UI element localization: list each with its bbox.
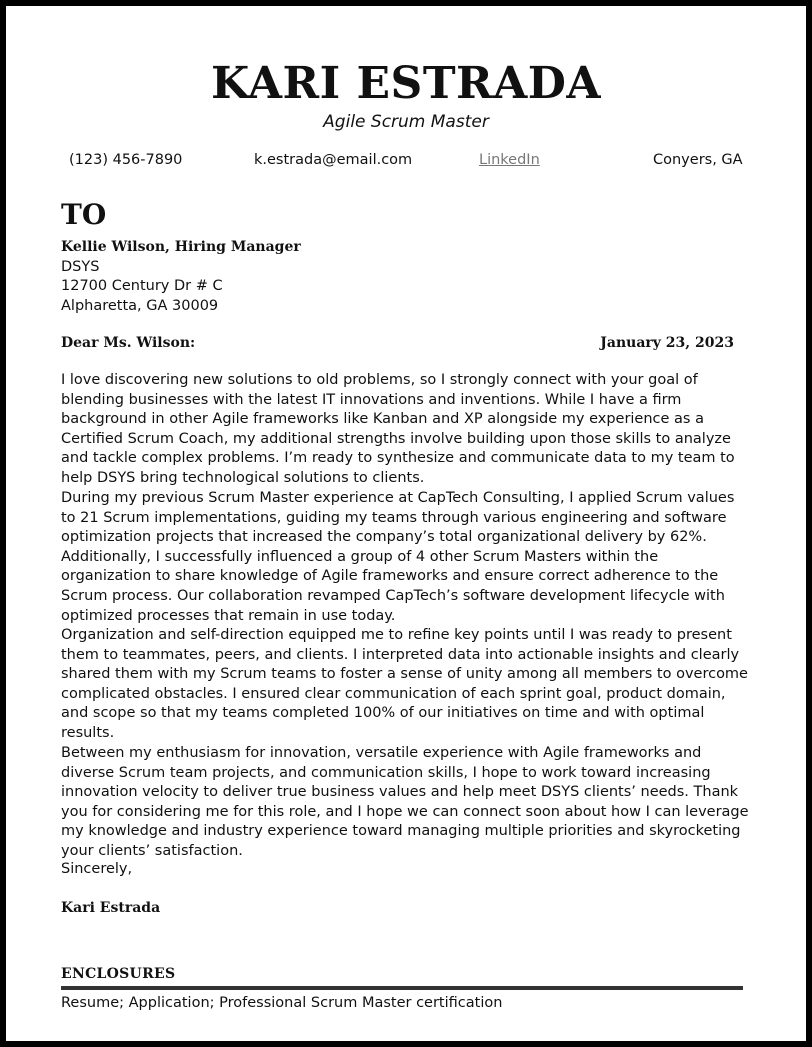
enclosures-divider	[61, 986, 743, 990]
to-heading: TO	[61, 198, 107, 231]
recipient-company: DSYS	[61, 258, 100, 275]
body-paragraph-4: Between my enthusiasm for innovation, versatile experience with Agile frameworks and diverse Scrum team projects, and communication skills, I hope to work toward increasing innovation velocity to deliver true business values and help meet DSYS clients’ needs. Thank you for considering me for this role, and I hope we can connect soon about how I can leverage my knowledge and industry experience toward managing multiple priorities and skyrocketing your clients’ satisfaction.	[61, 745, 749, 859]
enclosures-heading: ENCLOSURES	[61, 966, 176, 982]
contact-email: k.estrada@email.com	[254, 152, 413, 168]
enclosures-list: Resume; Application; Professional Scrum Master certification	[61, 995, 503, 1011]
closing: Sincerely,	[61, 861, 133, 877]
recipient-city: Alpharetta, GA 30009	[61, 297, 219, 314]
letter-date: January 23, 2023	[600, 335, 734, 351]
recipient-street: 12700 Century Dr # C	[61, 278, 223, 294]
recipient-block	[61, 238, 301, 316]
contact-location: Conyers, GA	[653, 152, 743, 168]
applicant-role: Agile Scrum Master	[323, 112, 489, 132]
body-paragraph-3: Organization and self-direction equipped me to refine key points until I was ready to present them to teammates, peers, and clients. I interpreted data into actionable insights and clearly shared them with my Scrum teams to foster a sense of unity among all members to overcome complicated obstacles. I ensured clear communication of each sprint goal, product domain, and scope so that my teams completed 100% of our initiatives on time and with optimal results.	[61, 627, 748, 741]
body-paragraph-2: During my previous Scrum Master experience at CapTech Consulting, I applied Scrum values to 21 Scrum implementations, guiding my teams through various engineering and software optimization projects that increased the company’s total organizational delivery by 62%. Additionally, I successfully influenced a group of 4 other Scrum Masters within the organization to share knowledge of Agile frameworks and ensure correct adherence to the Scrum process. Our collaboration revamped CapTech’s software development lifecycle with optimized processes that remain in use today.	[61, 490, 735, 624]
contact-linkedin-link[interactable]: LinkedIn	[479, 152, 540, 168]
salutation: Dear Ms. Wilson:	[61, 335, 196, 351]
applicant-name: KARI ESTRADA	[210, 58, 602, 109]
contact-phone: (123) 456-7890	[69, 152, 183, 168]
signature: Kari Estrada	[61, 900, 161, 916]
body-paragraph-1: I love discovering new solutions to old problems, so I strongly connect with your goal of blending businesses with the latest IT innovations and inventions. While I have a firm background in other Agile frameworks like Kanban and XP alongside my experience as a Certified Scrum Coach, my additional strengths involve building upon those skills to analyze and tackle complex problems. I’m ready to synthesize and communicate data to my team to help DSYS bring technological solutions to clients.	[61, 372, 735, 486]
recipient-name: Kellie Wilson, Hiring Manager	[61, 239, 301, 255]
